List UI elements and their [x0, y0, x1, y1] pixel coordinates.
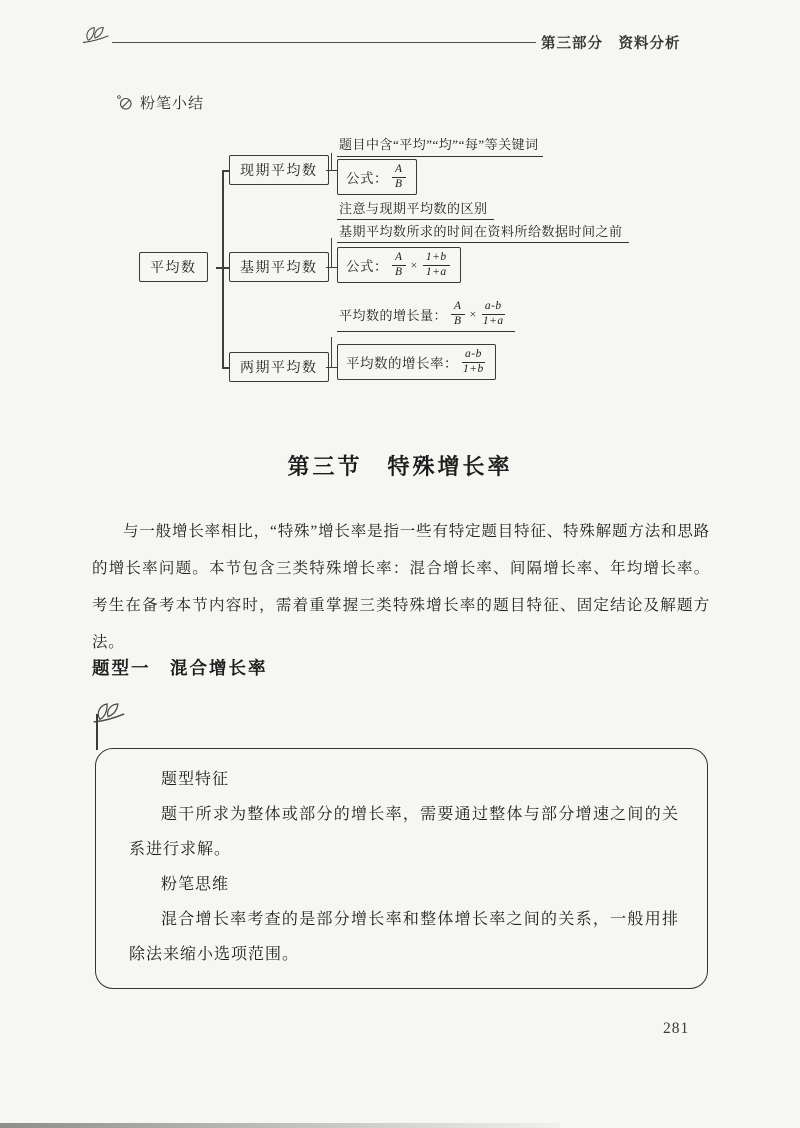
fraction: $\frac{1+b}{1+a}$	[423, 251, 450, 279]
multiply-sign: ×	[410, 257, 418, 272]
summary-title: 粉笔小结	[140, 95, 205, 112]
fraction: $\frac{A}{B}$	[392, 163, 406, 191]
card-feature-title: 题型特征	[161, 771, 230, 788]
base-average-notes	[337, 198, 629, 244]
two-period-growth-rate-box	[337, 344, 496, 380]
multiply-sign: ×	[469, 306, 477, 321]
base-average-note-line1: 注意与现期平均数的区别	[337, 198, 494, 220]
scan-artifact	[0, 1123, 560, 1128]
card-feature-body: 题干所求为整体或部分的增长率，需要通过整体与部分增速之间的关系进行求解。	[129, 806, 679, 858]
two-period-growth-amount-expr	[337, 300, 515, 332]
current-average-keyword-note: 题目中含“平均”“均”“每”等关键词	[337, 134, 543, 157]
fraction: $\frac{A}{B}$	[392, 251, 406, 279]
branch1-connector-v	[331, 153, 332, 171]
current-average-formula-box	[337, 159, 417, 195]
formula-label: 公式：	[346, 259, 388, 275]
tree-trunk-line	[222, 170, 224, 369]
branch3-connector-v	[331, 337, 332, 368]
tree-root-link	[216, 267, 223, 269]
section-intro-paragraph: 与一般增长率相比，“特殊”增长率是指一些有特定题目特征、特殊解题方法和思路的增长率问题。本节包含三类特殊增长率：混合增长率、间隔增长率、年均增长率。考生在备考本节内容时，需着重掌握三类特殊增长率的题目特征、固定结论及解题方法。	[92, 523, 710, 651]
card-thinking-body: 混合增长率考查的是部分增长率和整体增长率之间的关系，一般用排除法来缩小选项范围。	[129, 911, 679, 963]
topic-title: 题型一 混合增长率	[92, 658, 268, 678]
tree-node-base-average: 基期平均数	[229, 252, 329, 282]
header-rule	[112, 42, 536, 43]
growth-rate-label: 平均数的增长率：	[346, 356, 458, 372]
base-average-note-line2: 基期平均数所求的时间在资料所给数据时间之前	[337, 221, 629, 243]
branch2-connector-v	[331, 238, 332, 268]
tree-node-two-period-average: 两期平均数	[229, 352, 329, 382]
fraction: $\frac{a-b}{1+b}$	[463, 348, 484, 376]
tree-node-current-average: 现期平均数	[229, 155, 329, 185]
header-section-label: 第三部分 资料分析	[541, 36, 681, 52]
card-thinking-title: 粉笔思维	[161, 876, 230, 893]
card-stem-line	[96, 714, 98, 750]
base-average-formula-box	[337, 247, 461, 283]
growth-amount-label: 平均数的增长量：	[339, 307, 448, 323]
topic-note-card	[95, 748, 708, 989]
fraction: $\frac{A}{B}$	[451, 300, 465, 328]
section-title: 第三节 特殊增长率	[287, 454, 513, 479]
tree-root-node: 平均数	[139, 252, 208, 282]
fenbi-nib-icon	[116, 94, 133, 111]
page-number: 281	[663, 1020, 690, 1037]
leaf-icon	[80, 24, 110, 46]
fraction: $\frac{a-b}{1+a}$	[482, 300, 504, 328]
formula-label: 公式：	[346, 171, 388, 187]
